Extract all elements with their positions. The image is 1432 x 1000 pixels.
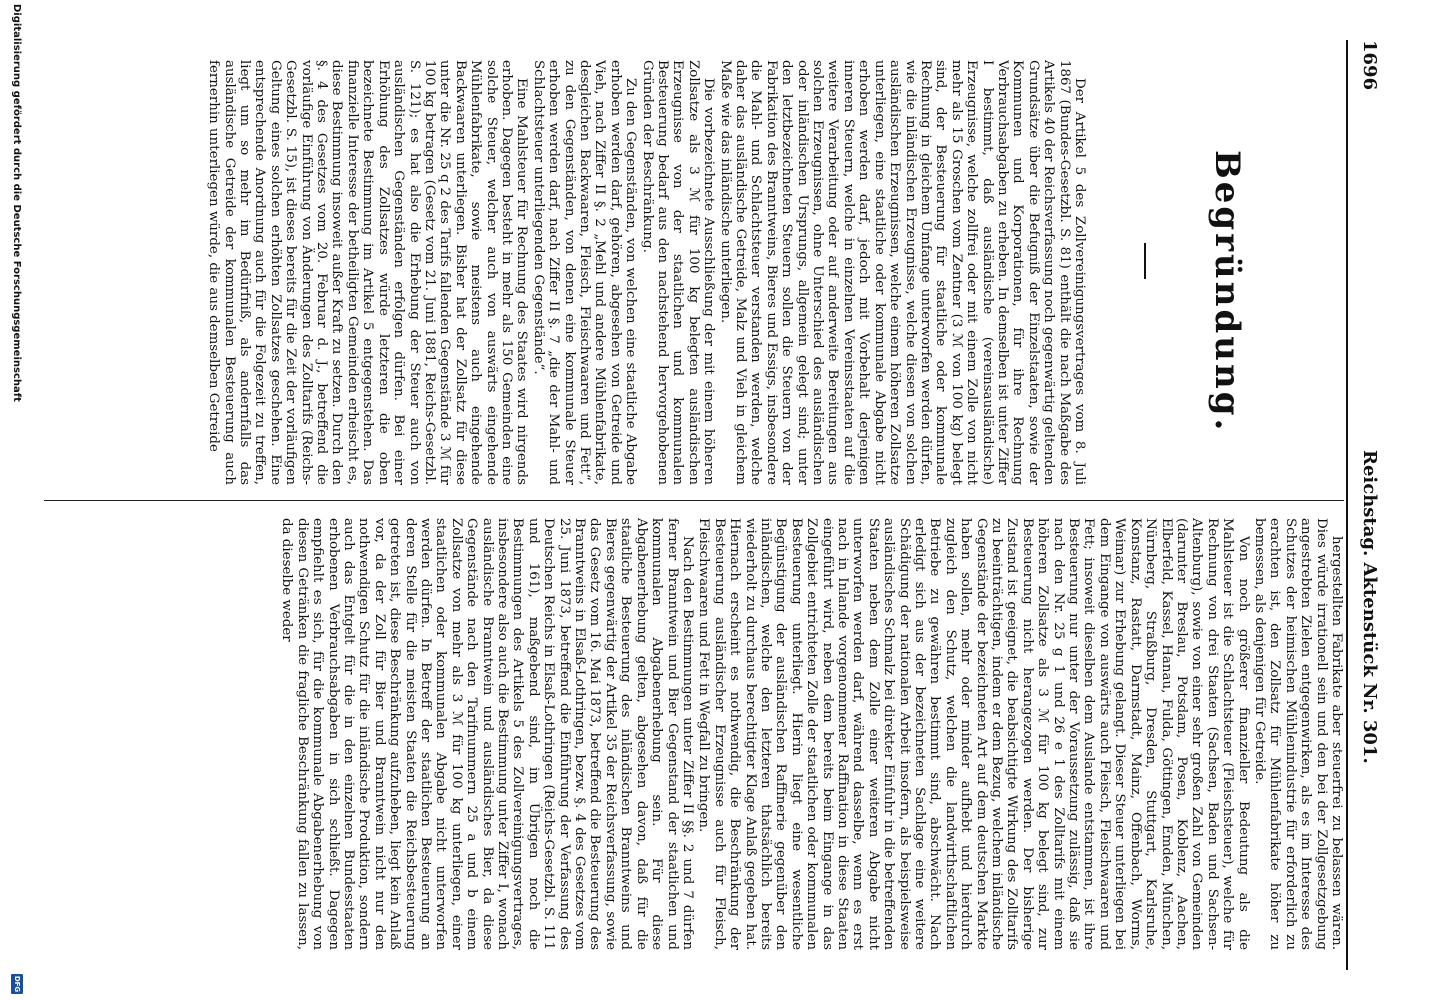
page-number: 1696 <box>1359 40 1380 91</box>
digitization-footer <box>8 0 24 1000</box>
paragraph: Zu den Gegenständen, von welchen eine staatliche Abgabe erhoben werden darf, gehören, abgesehen von Getreide und Vieh, nach Ziffer II §. 2 „Mehl und andere Mühlenfabrikate, desgleichen Backwaaren, Fleisch, Fleischwaaren und Fett“, zu den Gegenständen, von denen eine kommunale Steuer erhoben werden darf, nach Ziffer II §. 7 „die der Mahl- und Schlachtsteuer unterliegenden Gegenstände“. <box>530 60 639 485</box>
paragraph: Von noch größerer finanzieller Bedeutung als die Mahlsteuer ist die Schlachtsteuer (Fleischsteuer), welche für Rechnung von drei Staaten (Sachsen, Baden und Sachsen-Altenburg), sowie von einer sehr großen Zahl von Gemeinden (darunter Breslau, Potsdam, Posen, Koblenz, Aachen, Elberfeld, Kassel, Hanau, Fulda, Göttingen, Emden, München, Nürnberg, Straßburg, Dresden, Stuttgart, Karlsruhe, Konstanz, Rastatt, Darmstadt, Mainz, Offenbach, Worms, Weimar) zur Erhebung gelangt. Dieser Steuer unterliegen bei dem Eingange von auswärts auch Fleisch, Fleischwaaren und Fett; insoweit dieselben dem Auslande entstammen, ist ihre Besteuerung nur unter der Voraussetzung zulässig, daß sie nach den Nr. 25 g 1 und 26 e 1 des Zolltarifs mit einem höheren Zollsatze als 3 ℳ für 100 kg belegt sind, zur Besteuerung nicht herangezogen werden. Der bisherige Zustand ist geeignet, die beabsichtigte Wirkung des Zolltarifs zu beeinträchtigen, indem er dem Bezug, welchem inländische Gegenstände der bezeichneten Art auf dem deutschen Markte haben sollen, mehr oder minder aufhebt und hierdurch zugleich den Schutz, welchen die landwirthschaftlichen Betriebe zu gewähren bestimmt sind, abschwächt. Nach erledigt sich aus der bezeichneten Sachlage eine weitere Schädigung der nationalen Arbeit insofern, als beispielsweise ausländisches Schmalz bei direkter Einfuhr in die betreffenden Staaten neben dem Zolle einer weiteren Abgabe nicht unterworfen werden darf, während dasselbe, wenn es erst nach in Inlande vorgenommener Raffination in diese Staaten eingeführt wird, neben dem bereits beim Eingange in das Zollgebiet entrichteten Zolle der staatlichen oder kommunalen Besteuerung unterliegt. Hierin liegt eine wesentliche Begünstigung der ausländischen Raffinerie gegenüber den inländischen, welche den letzteren thatsächlich bereits wiederholt zu durchaus berechtigter Klage Anlaß gegeben hat. Hiernach erscheint es nothwendig, die Beschränkung der Besteuerung ausländischer Erzeugnisse auch für Fleisch, Fleischwaaren und Fett in Wegfall zu bringen. <box>696 518 1251 950</box>
paragraph: Der Artikel 5 des Zollvereinigungsvertrages vom 8. Juli 1867 (Bundes-Gesetzbl. S. 81) enthält die nach Maßgabe des Artikels 40 der Reichsverfassung noch gegenwärtig geltenden Grundsätze über die Befugniß der Einzelstaaten, sowie der Kommunen und Korporationen, für ihre Rechnung Verbrauchsabgaben zu erheben. In demselben ist unter Ziffer I bestimmt, daß ausländische (vereinsausländische) Erzeugnisse, welche zollfrei oder mit einem Zolle von nicht mehr als 15 Groschen vom Zentner (3 ℳ von 100 kg) belegt sind, der Besteuerung für staatliche oder kommunale Rechnung in gleichem Umfange unterworfen werden dürfen, wie die inländischen Erzeugnisse, welche diesen von solchen ausländischen Erzeugnissen, welche einem höheren Zollsatze unterliegen, eine staatliche oder kommunale Abgabe nicht erhoben werden darf, jedoch mit Vorbehalt derjenigen inneren Steuern, welche in einzelnen Vereinsstaaten auf die weitere Verarbeitung oder auf anderweite Bereitungen aus solchen Erzeugnissen, ohne Unterschied des ausländischen oder inländischen Ursprungs, allgemein gelegt sind; unter den letztbezeichneten Steuern sollen die Steuern von der Fabrikation des Branntweins, Bieres und Essigs, insbesondere die Mahl- und Schlachtsteuer verstanden werden, welche daher das ausländische Getreide, Malz und Vieh in gleichem Maße wie das inländische unterliegen. <box>717 60 1087 485</box>
header-rule <box>1346 40 1348 970</box>
paragraph: Nach den Bestimmungen unter Ziffer II §§. 2 und 7 dürfen ferner Branntwein und Bier Gegenstand der staatlichen und kommunalen Abgabenerhebung sein. Für diese Abgabenerhebung gelten, abgesehen davon, daß für die staatliche Besteuerung des inländischen Branntweins und Bieres gegenwärtig der Artikel 35 der Reichsverfassung, sowie das Gesetz vom 16. Mai 1873, betreffend die Besteuerung des Branntweins in Elsaß-Lothringen, bezw. §. 4 des Gesetzes vom 25. Juni 1873, betreffend die Einführung der Verfassung des Deutschen Reichs in Elsaß-Lothringen (Reichs-Gesetzbl. S. 111 und 161), maßgebend sind, im Übrigen noch die Bestimmungen des Artikels 5 des Zollvereinigungsvertrages, insbesondere also auch die Bestimmung unter Ziffer I, wonach ausländische Branntwein und ausländisches Bier, da diese Gegenstände nach den Tarifnummern 25 a und b einem Zollsatze von mehr als 3 ℳ für 100 kg unterliegen, einer staatlichen oder kommunalen Abgabe nicht unterworfen werden dürfen. In Betreff der staatlichen Besteuerung an deren Stelle für die meisten Staaten die Reichsbesteuerung getreten ist, diese Beschränkung aufzuheben, liegt kein Anlaß vor, da der Zoll für Bier und Branntwein nicht nur den nothwendigen Schutz für die inländische Produktion, sondern auch das Entgelt für die in den einzelnen Bundesstaaten erhobenen Verbrauchsabgaben in sich schließt. Dagegen empfiehlt es sich, für die kommunale Abgabenerhebung von diesen Getränken die fragliche Beschränkung fallen zu lassen, da dieselbe weder <box>279 518 695 950</box>
dfg-logo: DFG <box>13 975 21 993</box>
paragraph: Die vorbezeichnete Ausschließung der mit einem höheren Zollsatze als 3 ℳ für 100 kg belegten ausländischen Erzeugnisse von der staatlichen und kommunalen Besteuerung bedarf aus den nachstehend hervorgehobenen Gründen der Beschränkung. <box>639 60 717 485</box>
text-column-left <box>47 60 1087 485</box>
footer-text: Digitalisierung gefördert durch die Deutsche Forschungsgemeinschaft <box>11 4 22 402</box>
paragraph: Eine Mahlsteuer für Rechnung des Staates wird nirgends erhoben. Dagegen besteht in mehr als 150 Gemeinden eine solche Steuer, welcher auch von auswärts eingehende Mühlenfabrikate, sowie meistens auch eingehende Backwaaren unterliegen. Bisher hat der Zollsatz für diese unter die Nr. 25 q 2 des Tarifs fallenden Gegenstände 3 ℳ für 100 kg betragen (Gesetz vom 21. Juni 1881, Reichs-Gesetzbl. S. 121); es hat also die Erhebung der Steuer auch von ausländischen Gegenständen erfolgen dürfen. Bei einer Erhöhung des Zollsatzes würde letzteren die oben bezeichnete Bestimmung im Artikel 5 entgegenstehen. Das finanzielle Interesse der betheiligten Gemeinden erheischt es, diese Bestimmung insoweit außer Kraft zu setzen. Durch den §. 4 des Gesetzes vom 20. Februar d. J., betreffend die vorläufige Einführung von Änderungen des Zolltarifs (Reichs-Gesetzbl. S. 15), ist dieses bereits für die Zeit der vorläufigen Geltung eines solchen erhöhten Zollsatzes geschehen. Eine entsprechende Anordnung auch für die Folgezeit zu treffen, liegt um so mehr im Bedürfniß, als andernfalls das ausländische Getreide der kommunalen Besteuerung auch fernerhin unterliegen würde, die aus demselben Getreide <box>206 60 530 485</box>
page-header <box>1352 40 1380 970</box>
title-rule <box>1144 243 1146 279</box>
text-column-right <box>44 518 1344 950</box>
header-center-text: Reichstag. Aktenstück Nr. 301. <box>1359 450 1380 764</box>
paragraph: hergestellten Fabrikate aber steuerfrei zu belassen wären. Dies würde irrationell sein und den bei der Zollgesetzgebung angestrebten Zielen entgegenwirken, als es im Interesse des Schutzes der heimischen Mühlenindustrie für erforderlich zu erachten ist, den Zollsatz für Mühlenfabrikate höher zu bemessen, als denjenigen für Getreide. <box>1251 518 1344 950</box>
column-divider <box>44 500 1344 501</box>
section-title: Begründung. <box>1207 150 1247 434</box>
